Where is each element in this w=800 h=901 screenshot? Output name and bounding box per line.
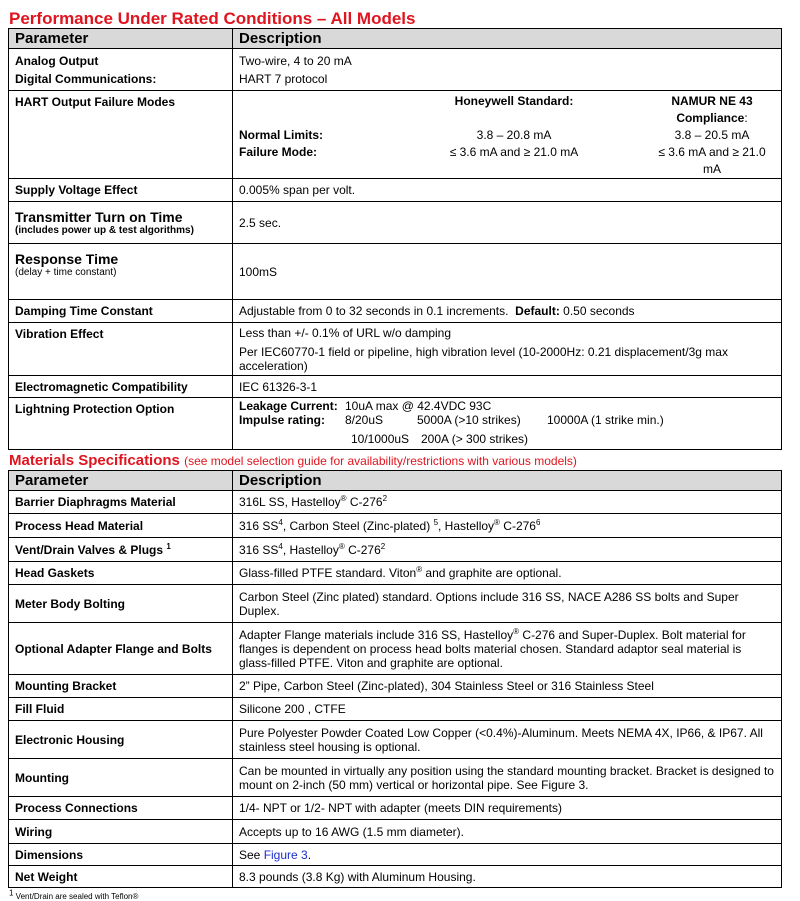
failure-mode-honeywell: ≤ 3.6 mA and ≥ 21.0 mA — [449, 145, 579, 159]
table-row — [9, 514, 782, 538]
table-row — [9, 491, 782, 514]
table-row — [9, 538, 782, 562]
damping-default-label: Default: — [515, 304, 560, 318]
param-adapter-flange: Optional Adapter Flange and Bolts — [9, 623, 233, 675]
param-digital-communications: Digital Communications: — [15, 71, 157, 86]
desc-response-time: 100mS — [233, 244, 782, 300]
table-row — [9, 675, 782, 698]
header-description: Description — [233, 29, 782, 49]
table-row — [9, 797, 782, 820]
desc-wiring: Accepts up to 16 AWG (1.5 mm diameter). — [233, 820, 782, 844]
table-row — [9, 585, 782, 623]
param-net-weight: Net Weight — [9, 866, 233, 888]
table-row — [9, 49, 782, 91]
table-row — [9, 820, 782, 844]
param-vibration: Vibration Effect — [9, 323, 233, 376]
table-row — [9, 323, 782, 376]
desc-electronic-housing: Pure Polyester Powder Coated Low Copper (<0.4%)-Aluminum. Meets NEMA 4X, IP66, & IP67. All stainless steel housing is optional. — [233, 721, 782, 759]
desc-emc: IEC 61326-3-1 — [233, 376, 782, 398]
desc-dimensions: See Figure 3. — [233, 844, 782, 866]
desc-process-connections: 1/4- NPT or 1/2- NPT with adapter (meets DIN requirements) — [233, 797, 782, 820]
desc-digital-communications: HART 7 protocol — [239, 71, 328, 86]
materials-title-note: (see model selection guide for availability/restrictions with various models) — [184, 454, 577, 468]
param-process-head: Process Head Material — [9, 514, 233, 538]
damping-default-value: 0.50 seconds — [563, 304, 635, 318]
param-analog-output: Analog Output — [15, 53, 99, 68]
normal-limits-honeywell: 3.8 – 20.8 mA — [476, 128, 552, 142]
table-row — [9, 698, 782, 721]
header-parameter: Parameter — [9, 29, 233, 49]
param-mounting: Mounting — [9, 759, 233, 797]
namur-heading: NAMUR NE 43 Compliance — [671, 94, 753, 125]
table-row — [9, 759, 782, 797]
desc-meter-bolting: Carbon Steel (Zinc plated) standard. Options include 316 SS, NACE A286 SS bolts and Super Duplex. — [233, 585, 782, 623]
table-row — [9, 91, 782, 179]
materials-title: Materials Specifications (see model selection guide for availability/restrictions with various models) — [9, 452, 577, 469]
honeywell-standard-heading: Honeywell Standard: — [454, 94, 574, 108]
param-response-time: Response Time — [15, 251, 119, 267]
desc-fill-fluid: Silicone 200 , CTFE — [233, 698, 782, 721]
leakage-value: 10uA max @ 42.4VDC 93C — [345, 399, 492, 413]
param-turn-on-sub: (includes power up & test algorithms) — [15, 224, 194, 236]
performance-table — [8, 28, 782, 450]
desc-mounting: Can be mounted in virtually any position using the standard mounting bracket. Bracket is designed to mount on 2-inch (50 mm) vertical or horizontal pipe. See Figure 3. — [233, 759, 782, 797]
impulse-r1c: 10000A (1 strike min.) — [547, 413, 664, 427]
failure-modes-grid: Honeywell Standard: NAMUR NE 43 Compliance: Normal Limits: 3.8 – 20.8 mA 3.8 – 20.5 mA Failure Mode: ≤ 3.6 mA and ≥ 21.0 mA ≤ 3.6 mA and ≥ 21.0 mA — [239, 93, 775, 178]
desc-net-weight: 8.3 pounds (3.8 Kg) with Aluminum Housing. — [233, 866, 782, 888]
param-mounting-bracket: Mounting Bracket — [9, 675, 233, 698]
desc-adapter-flange: Adapter Flange materials include 316 SS, Hastelloy® C-276 and Super-Duplex. Bolt material for flanges is dependent on process head bolts material chosen. Standard adaptor seal material is glass-filled PTFE. Viton and graphite are optional. — [233, 623, 782, 675]
param-barrier: Barrier Diaphragms Material — [9, 491, 233, 514]
table-row — [9, 562, 782, 585]
impulse-r2a: 10/1000uS — [351, 432, 410, 446]
table-row — [9, 376, 782, 398]
normal-limits-label: Normal Limits: — [239, 128, 324, 142]
param-fill-fluid: Fill Fluid — [9, 698, 233, 721]
param-damping: Damping Time Constant — [9, 300, 233, 323]
footnote: $^1$ Vent/Drain are sealed with Teflon® — [9, 888, 139, 901]
failure-mode-namur: ≤ 3.6 mA and ≥ 21.0 mA — [658, 145, 766, 176]
table-row — [9, 623, 782, 675]
table-row — [9, 179, 782, 202]
header-description: Description — [233, 471, 782, 491]
table-row — [9, 721, 782, 759]
impulse-r1b: 5000A (>10 strikes) — [417, 413, 521, 427]
lightning-grid — [239, 399, 775, 446]
param-hart-failure: HART Output Failure Modes — [9, 91, 233, 179]
param-dimensions: Dimensions — [9, 844, 233, 866]
table-row — [9, 300, 782, 323]
param-vent-drain: Vent/Drain Valves & Plugs $^1$ — [9, 538, 233, 562]
desc-turn-on-time: 2.5 sec. — [233, 202, 782, 244]
header-parameter: Parameter — [9, 471, 233, 491]
desc-analog-output: Two-wire, 4 to 20 mA — [239, 53, 352, 68]
impulse-r2b: 200A (> 300 strikes) — [421, 432, 529, 446]
table-row — [9, 398, 782, 450]
desc-mounting-bracket: 2” Pipe, Carbon Steel (Zinc-plated), 304 Stainless Steel or 316 Stainless Steel — [233, 675, 782, 698]
figure-3-link[interactable]: Figure 3 — [263, 847, 308, 862]
table-header — [9, 29, 782, 49]
param-supply-voltage: Supply Voltage Effect — [9, 179, 233, 202]
param-process-connections: Process Connections — [9, 797, 233, 820]
param-meter-bolting: Meter Body Bolting — [9, 585, 233, 623]
param-response-sub: (delay + time constant) — [15, 267, 117, 278]
param-electronic-housing: Electronic Housing — [9, 721, 233, 759]
impulse-label: Impulse rating: — [239, 413, 326, 427]
desc-vent-drain: 316 $SS^4$, Hastelloy® $C-276^2$ — [233, 538, 782, 562]
desc-vibration-2: Per IEC60770-1 field or pipeline, high vibration level (10-2000Hz: 0.21 displacement/3g max acceleration) — [239, 345, 728, 373]
desc-supply-voltage: 0.005% span per volt. — [233, 179, 782, 202]
param-head-gaskets: Head Gaskets — [9, 562, 233, 585]
table-row — [9, 866, 782, 888]
failure-mode-label: Failure Mode: — [239, 145, 318, 159]
desc-barrier: 316L SS, Hastelloy® $C-276^2$ — [233, 491, 782, 514]
desc-vibration-1: Less than +/- 0.1% of URL w/o damping — [239, 326, 452, 340]
param-turn-on-time: Transmitter Turn on Time — [15, 208, 183, 225]
performance-title: Performance Under Rated Conditions – All Models — [9, 9, 416, 28]
table-row — [9, 844, 782, 866]
param-lightning: Lightning Protection Option — [9, 398, 233, 450]
desc-damping: Adjustable from 0 to 32 seconds in 0.1 increments. — [239, 304, 509, 318]
table-row — [9, 202, 782, 244]
param-wiring: Wiring — [9, 820, 233, 844]
table-row — [9, 244, 782, 300]
normal-limits-namur: 3.8 – 20.5 mA — [674, 128, 750, 142]
table-header — [9, 471, 782, 491]
desc-process-head: 316 $SS^4$, Carbon Steel (Zinc-plated) $^5$, Hastelloy® $C-276^6$ — [233, 514, 782, 538]
param-emc: Electromagnetic Compatibility — [9, 376, 233, 398]
materials-table — [8, 470, 782, 888]
leakage-label: Leakage Current: — [239, 399, 338, 413]
impulse-r1a: 8/20uS — [345, 413, 384, 427]
desc-head-gaskets: Glass-filled PTFE standard. Viton® and graphite are optional. — [233, 562, 782, 585]
